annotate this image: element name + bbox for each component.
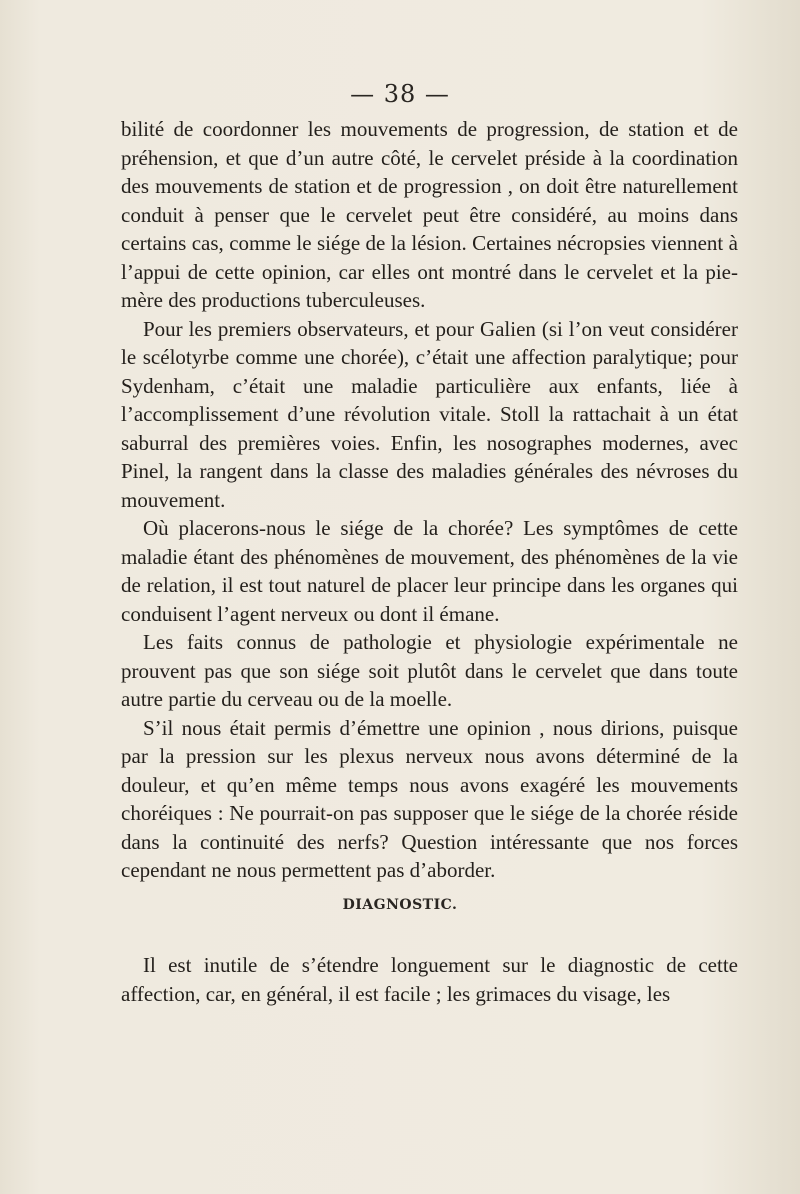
paragraph-2: Pour les premiers observateurs, et pour Galien (si l’on veut considérer le scélotyrbe comme une chorée), c’était une affection paralytique; pour Sydenham, c’était une maladie particulière aux enfants, liée à l’accomplissement d’une révolution vitale. Stoll la rattachait à un état saburral des premières voies. Enfin, les nosographes modernes, avec Pinel, la rangent dans la classe des maladies générales des névroses du mouvement. xyxy=(121,316,738,512)
body-text xyxy=(121,115,738,885)
paragraph-5: S’il nous était permis d’émettre une opinion , nous dirions, puisque par la pression sur les plexus nerveux nous avons déterminé de la douleur, et qu’en même temps nous avons exagéré les mouvements choréiques : Ne pourrait-on pas supposer que le siége de la chorée réside dans la continuité des nerfs? Question intéressante que nos forces cependant ne nous permettent pas d’aborder. xyxy=(121,715,738,882)
section-paragraph-1: Il est inutile de s’étendre longuement sur le diagnostic de cette affection, car, en général, il est facile ; les grimaces du visage, les xyxy=(121,953,738,1006)
section-heading: DIAGNOSTIC. xyxy=(342,897,458,913)
paragraph-3: Où placerons-nous le siége de la chorée? Les symptômes de cette maladie étant des phénomènes de mouvement, des phénomènes de la vie de relation, il est tout naturel de placer leur principe dans les organes qui conduisent l’agent nerveux ou dont il émane. xyxy=(121,516,738,626)
paragraph-1: bilité de coordonner les mouvements de progression, de station et de préhension, et que d’un autre côté, le cervelet préside à la coordination des mouvements de station et de progression , on doit être naturellement conduit à penser que le cervelet peut être considéré, au moins dans certains cas, comme le siége de la lésion. Certaines nécropsies viennent à l’appui de cette opinion, car elles ont montré dans le cervelet et la pie-mère des productions tuberculeuses. xyxy=(121,117,738,312)
section-body-text xyxy=(121,951,738,1008)
paragraph-4: Les faits connus de pathologie et physiologie expérimentale ne prouvent pas que son siége soit plutôt dans le cervelet que dans toute autre partie du cerveau ou de la moelle. xyxy=(121,630,738,711)
page-number: — 38 — xyxy=(350,80,450,108)
